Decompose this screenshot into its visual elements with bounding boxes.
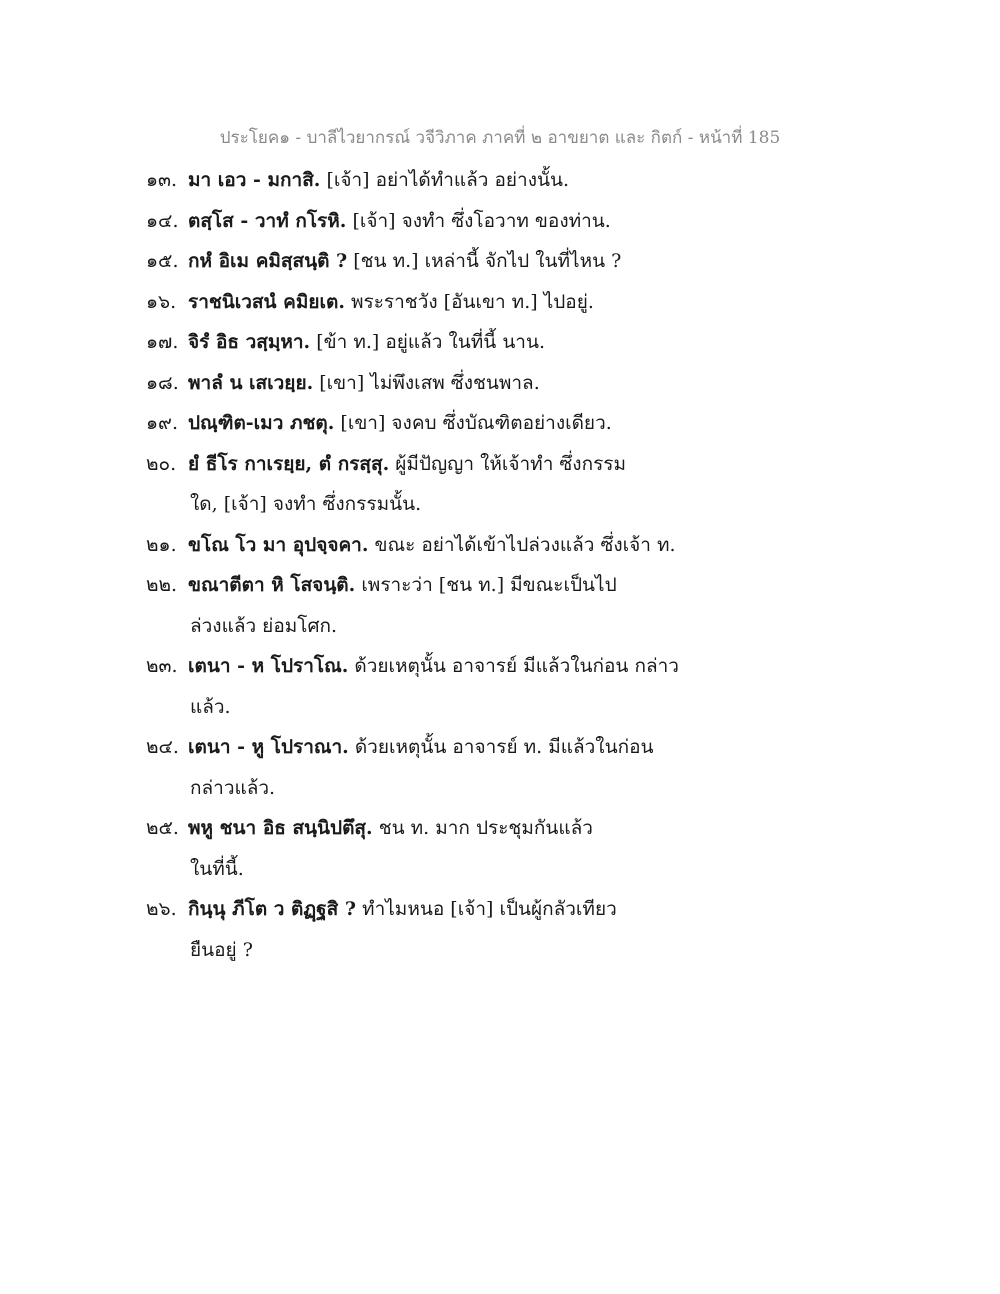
- pali-text: ราชนิเวสนํ คมิยเต.: [188, 290, 345, 313]
- entry-number: ๒๖.: [146, 898, 177, 920]
- thai-translation: [ข้า ท.] อยู่แล้ว ในที่นี้ นาน.: [316, 331, 546, 353]
- thai-translation-continued: ยืนอยู่ ?: [190, 938, 253, 961]
- list-item: [146, 444, 866, 525]
- entry-number: ๒๕.: [146, 817, 179, 839]
- page-header: ประโยค๑ - บาลีไวยากรณ์ วจีวิภาค ภาคที่ ๒ อาขยาต และ กิตก์ - หน้าที่ 185: [219, 128, 781, 148]
- thai-translation: [เจ้า] อย่าได้ทำแล้ว อย่างนั้น.: [326, 169, 570, 191]
- list-item: [146, 322, 866, 363]
- list-item: [146, 727, 866, 808]
- entry-number: ๒๔.: [146, 736, 179, 758]
- pali-text: กหํ อิเม คมิสฺสนฺติ ?: [188, 250, 348, 272]
- entry-number: ๒๐.: [146, 452, 177, 475]
- list-item: [146, 282, 866, 323]
- entry-number: ๑๓.: [146, 169, 178, 191]
- pali-text: มา เอว - มกาสิ.: [188, 169, 321, 191]
- entry-number: ๑๙.: [146, 412, 179, 434]
- thai-translation-continued: แล้ว.: [190, 695, 231, 718]
- thai-translation-continued: ในที่นี้.: [190, 857, 244, 880]
- thai-translation: ขณะ อย่าได้เข้าไปล่วงแล้ว ซึ่งเจ้า ท.: [374, 533, 676, 556]
- entry-number: ๑๔.: [146, 209, 179, 232]
- entry-list: [146, 160, 866, 970]
- thai-translation: ด้วยเหตุนั้น อาจารย์ ท. มีแล้วในก่อน: [354, 736, 654, 758]
- thai-translation: ด้วยเหตุนั้น อาจารย์ มีแล้วในก่อน กล่าว: [354, 655, 679, 677]
- list-item: [146, 363, 866, 404]
- list-item: [146, 889, 866, 970]
- pali-text: ยํ ธีโร กาเรยฺย, ตํ กรสฺสุ.: [188, 452, 390, 475]
- pali-text: ขณาตีตา หิ โสจนฺติ.: [188, 574, 356, 596]
- thai-translation: พระราชวัง [อันเขา ท.] ไปอยู่.: [350, 290, 594, 313]
- list-item: [146, 160, 866, 201]
- thai-translation: [ชน ท.] เหล่านี้ จักไป ในที่ไหน ?: [353, 250, 622, 272]
- pali-text: ขโณ โว มา อุปจฺจคา.: [188, 533, 369, 556]
- entry-number: ๑๘.: [146, 371, 179, 394]
- pali-text: กินฺนุ ภีโต ว ติฏฺฐสิ ?: [188, 898, 356, 920]
- entry-number: ๑๖.: [146, 290, 177, 313]
- list-item: [146, 403, 866, 444]
- thai-translation: ทำไมหนอ [เจ้า] เป็นผู้กลัวเทียว: [362, 898, 617, 920]
- entry-number: ๒๑.: [146, 533, 177, 556]
- pali-text: พหู ชนา อิธ สนฺนิปตึสุ.: [188, 817, 373, 839]
- list-item: [146, 808, 866, 889]
- pali-text: จิรํ อิธ วสฺมฺหา.: [188, 331, 311, 353]
- list-item: [146, 646, 866, 727]
- entry-number: ๒๒.: [146, 574, 178, 596]
- thai-translation-continued: ใด, [เจ้า] จงทำ ซึ่งกรรมนั้น.: [190, 493, 422, 515]
- thai-translation: ผู้มีปัญญา ให้เจ้าทำ ซึ่งกรรม: [395, 452, 627, 475]
- pali-text: เตนา - ห โปราโณ.: [188, 655, 349, 677]
- pali-text: ตสฺโส - วาทํ กโรหิ.: [188, 209, 347, 232]
- thai-translation: [เจ้า] จงทำ ซึ่งโอวาท ของท่าน.: [352, 209, 611, 232]
- pali-text: เตนา - หู โปราณา.: [188, 736, 349, 758]
- thai-translation-continued: ล่วงแล้ว ย่อมโศก.: [190, 614, 338, 637]
- entry-number: ๑๕.: [146, 250, 179, 272]
- thai-translation: เพราะว่า [ชน ท.] มีขณะเป็นไป: [361, 574, 617, 596]
- list-item: [146, 525, 866, 566]
- thai-translation-continued: กล่าวแล้ว.: [190, 776, 276, 799]
- entry-number: ๒๓.: [146, 655, 178, 677]
- pali-text: พาลํ น เสเวยฺย.: [188, 371, 314, 394]
- list-item: [146, 201, 866, 242]
- thai-translation: [เขา] จงคบ ซึ่งบัณฑิตอย่างเดียว.: [340, 412, 612, 434]
- list-item: [146, 241, 866, 282]
- thai-translation: [เขา] ไม่พึงเสพ ซึ่งชนพาล.: [319, 371, 540, 394]
- thai-translation: ชน ท. มาก ประชุมกันแล้ว: [378, 817, 593, 839]
- entry-number: ๑๗.: [146, 331, 179, 353]
- pali-text: ปณฺฑิต-เมว ภชตุ.: [188, 412, 335, 434]
- list-item: [146, 565, 866, 646]
